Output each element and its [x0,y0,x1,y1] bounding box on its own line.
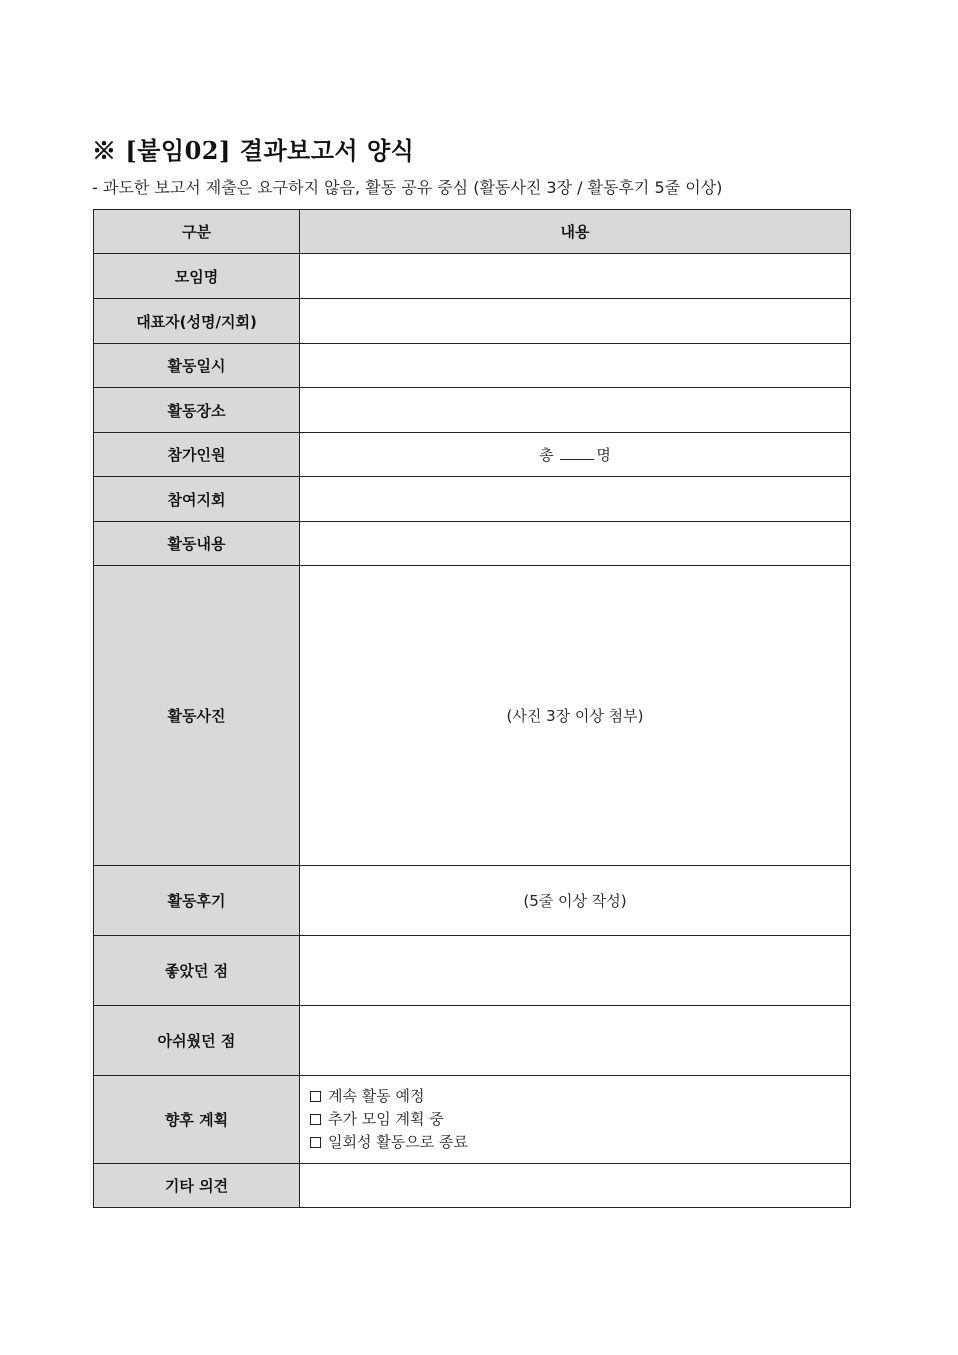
table-row [94,254,851,299]
participants-blank-line[interactable] [560,447,594,460]
future-plan-option[interactable] [310,1085,850,1108]
table-row [94,566,851,866]
checkbox-icon[interactable] [310,1091,321,1102]
label-activity-place: 활동장소 [94,388,300,433]
activity-photos-field[interactable]: (사진 3장 이상 첨부) [300,566,851,866]
future-plan-option[interactable] [310,1108,850,1131]
option-label: 계속 활동 예정 [328,1087,425,1105]
participants-prefix: 총 [539,446,554,464]
participants-field[interactable] [300,433,851,477]
label-representative: 대표자(성명/지회) [94,299,300,344]
regret-points-field[interactable] [300,1006,851,1076]
label-activity-datetime: 활동일시 [94,344,300,388]
page-subtitle: - 과도한 보고서 제출은 요구하지 않음, 활동 공유 중심 (활동사진 3장 / 활동후기 5줄 이상) [92,178,723,197]
label-participating-branch: 참여지회 [94,477,300,522]
participating-branch-field[interactable] [300,477,851,522]
checkbox-icon[interactable] [310,1114,321,1125]
label-activity-review: 활동후기 [94,866,300,936]
activity-content-field[interactable] [300,522,851,566]
report-form-table [93,209,851,1208]
table-row [94,388,851,433]
label-activity-content: 활동내용 [94,522,300,566]
label-activity-photos: 활동사진 [94,566,300,866]
representative-field[interactable] [300,299,851,344]
table-row [94,344,851,388]
future-plan-field [300,1076,851,1164]
header-content: 내용 [300,210,851,254]
label-good-points: 좋았던 점 [94,936,300,1006]
checkbox-icon[interactable] [310,1137,321,1148]
table-row [94,299,851,344]
table-row [94,936,851,1006]
table-row [94,433,851,477]
label-participants: 참가인원 [94,433,300,477]
future-plan-option[interactable] [310,1131,850,1154]
table-header-row [94,210,851,254]
table-row [94,477,851,522]
good-points-field[interactable] [300,936,851,1006]
label-regret-points: 아쉬웠던 점 [94,1006,300,1076]
label-future-plan: 향후 계획 [94,1076,300,1164]
option-label: 추가 모임 계획 중 [328,1110,444,1128]
label-other-opinions: 기타 의견 [94,1164,300,1208]
header-category: 구분 [94,210,300,254]
table-row [94,522,851,566]
table-row [94,1076,851,1164]
label-meeting-name: 모임명 [94,254,300,299]
page-title: ※ [붙임02] 결과보고서 양식 [92,136,415,165]
table-row [94,866,851,936]
table-row [94,1006,851,1076]
activity-review-field[interactable]: (5줄 이상 작성) [300,866,851,936]
participants-suffix: 명 [596,446,611,464]
activity-place-field[interactable] [300,388,851,433]
option-label: 일회성 활동으로 종료 [328,1133,468,1151]
other-opinions-field[interactable] [300,1164,851,1208]
table-row [94,1164,851,1208]
activity-datetime-field[interactable] [300,344,851,388]
meeting-name-field[interactable] [300,254,851,299]
